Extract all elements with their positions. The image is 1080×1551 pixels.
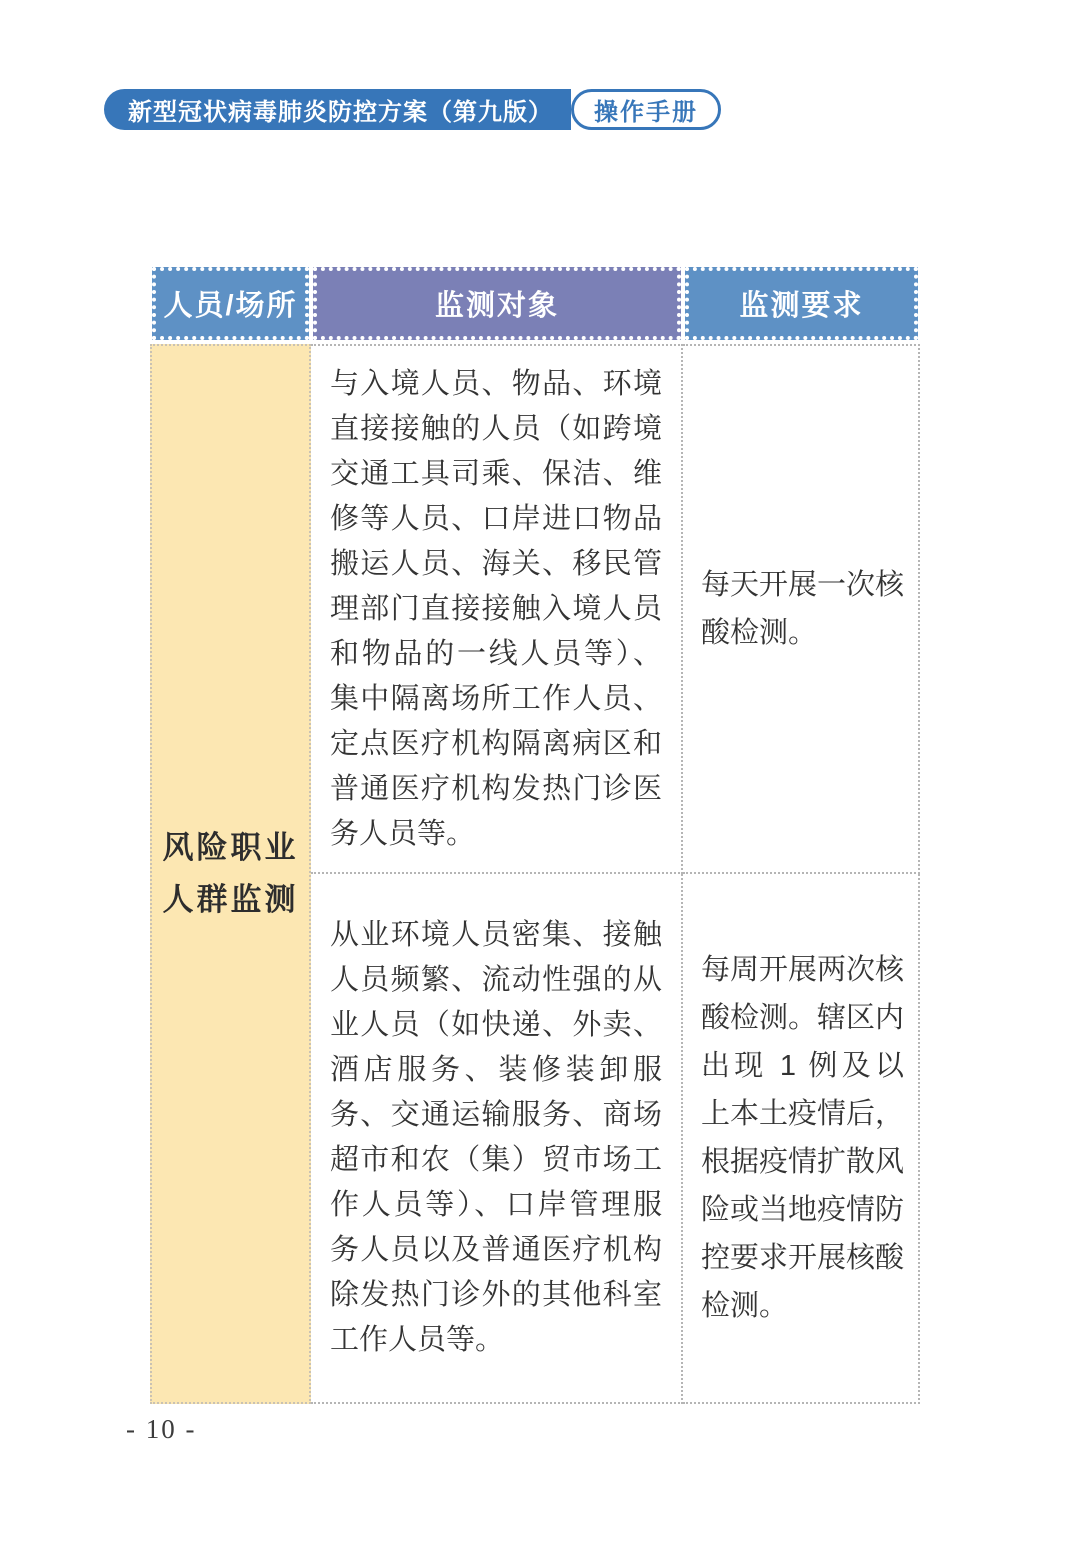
- monitoring-table: [150, 267, 920, 1404]
- column-header-monitor-requirement: 监测要求: [685, 267, 918, 340]
- row-group-label-line2: 人群监测: [162, 882, 299, 917]
- monitor-requirement-row2: 每周开展两次核酸检测。辖区内出现 1 例及以上本土疫情后，根据疫情扩散风险或当地疫情防控要求开展核酸检测。: [701, 954, 905, 1322]
- table-row: [311, 874, 683, 1404]
- table-row: [683, 874, 920, 1404]
- page-number: - 10 -: [126, 1414, 197, 1444]
- table-row: [311, 344, 683, 874]
- row-group-label-line1: 风险职业: [162, 830, 299, 865]
- monitor-target-row2: 从业环境人员密集、接触人员频繁、流动性强的从业人员（如快递、外卖、酒店服务、装修装卸服务、交通运输服务、商场超市和农（集）贸市场工作人员等）、口岸管理服务人员以及普通医疗机构除发热门诊外的其他科室工作人员等。: [330, 919, 662, 1356]
- table-row: [683, 344, 920, 874]
- document-header-badge: [104, 89, 721, 130]
- monitor-target-row1: 与入境人员、物品、环境直接接触的人员（如跨境交通工具司乘、保洁、维修等人员、口岸进口物品搬运人员、海关、移民管理部门直接接触入境人员和物品的一线人员等）、集中隔离场所工作人员、定点医疗机构隔离病区和普通医疗机构发热门诊医务人员等。: [330, 367, 662, 850]
- column-header-person-place: 人员/场所: [152, 267, 309, 340]
- column-header-monitor-target: 监测对象: [313, 267, 681, 340]
- monitor-requirement-row1: 每天开展一次核酸检测。: [701, 569, 905, 649]
- badge-title: 新型冠状病毒肺炎防控方案（第九版）: [104, 89, 571, 130]
- badge-tag: 操作手册: [571, 89, 721, 130]
- row-group-label: [150, 344, 311, 1404]
